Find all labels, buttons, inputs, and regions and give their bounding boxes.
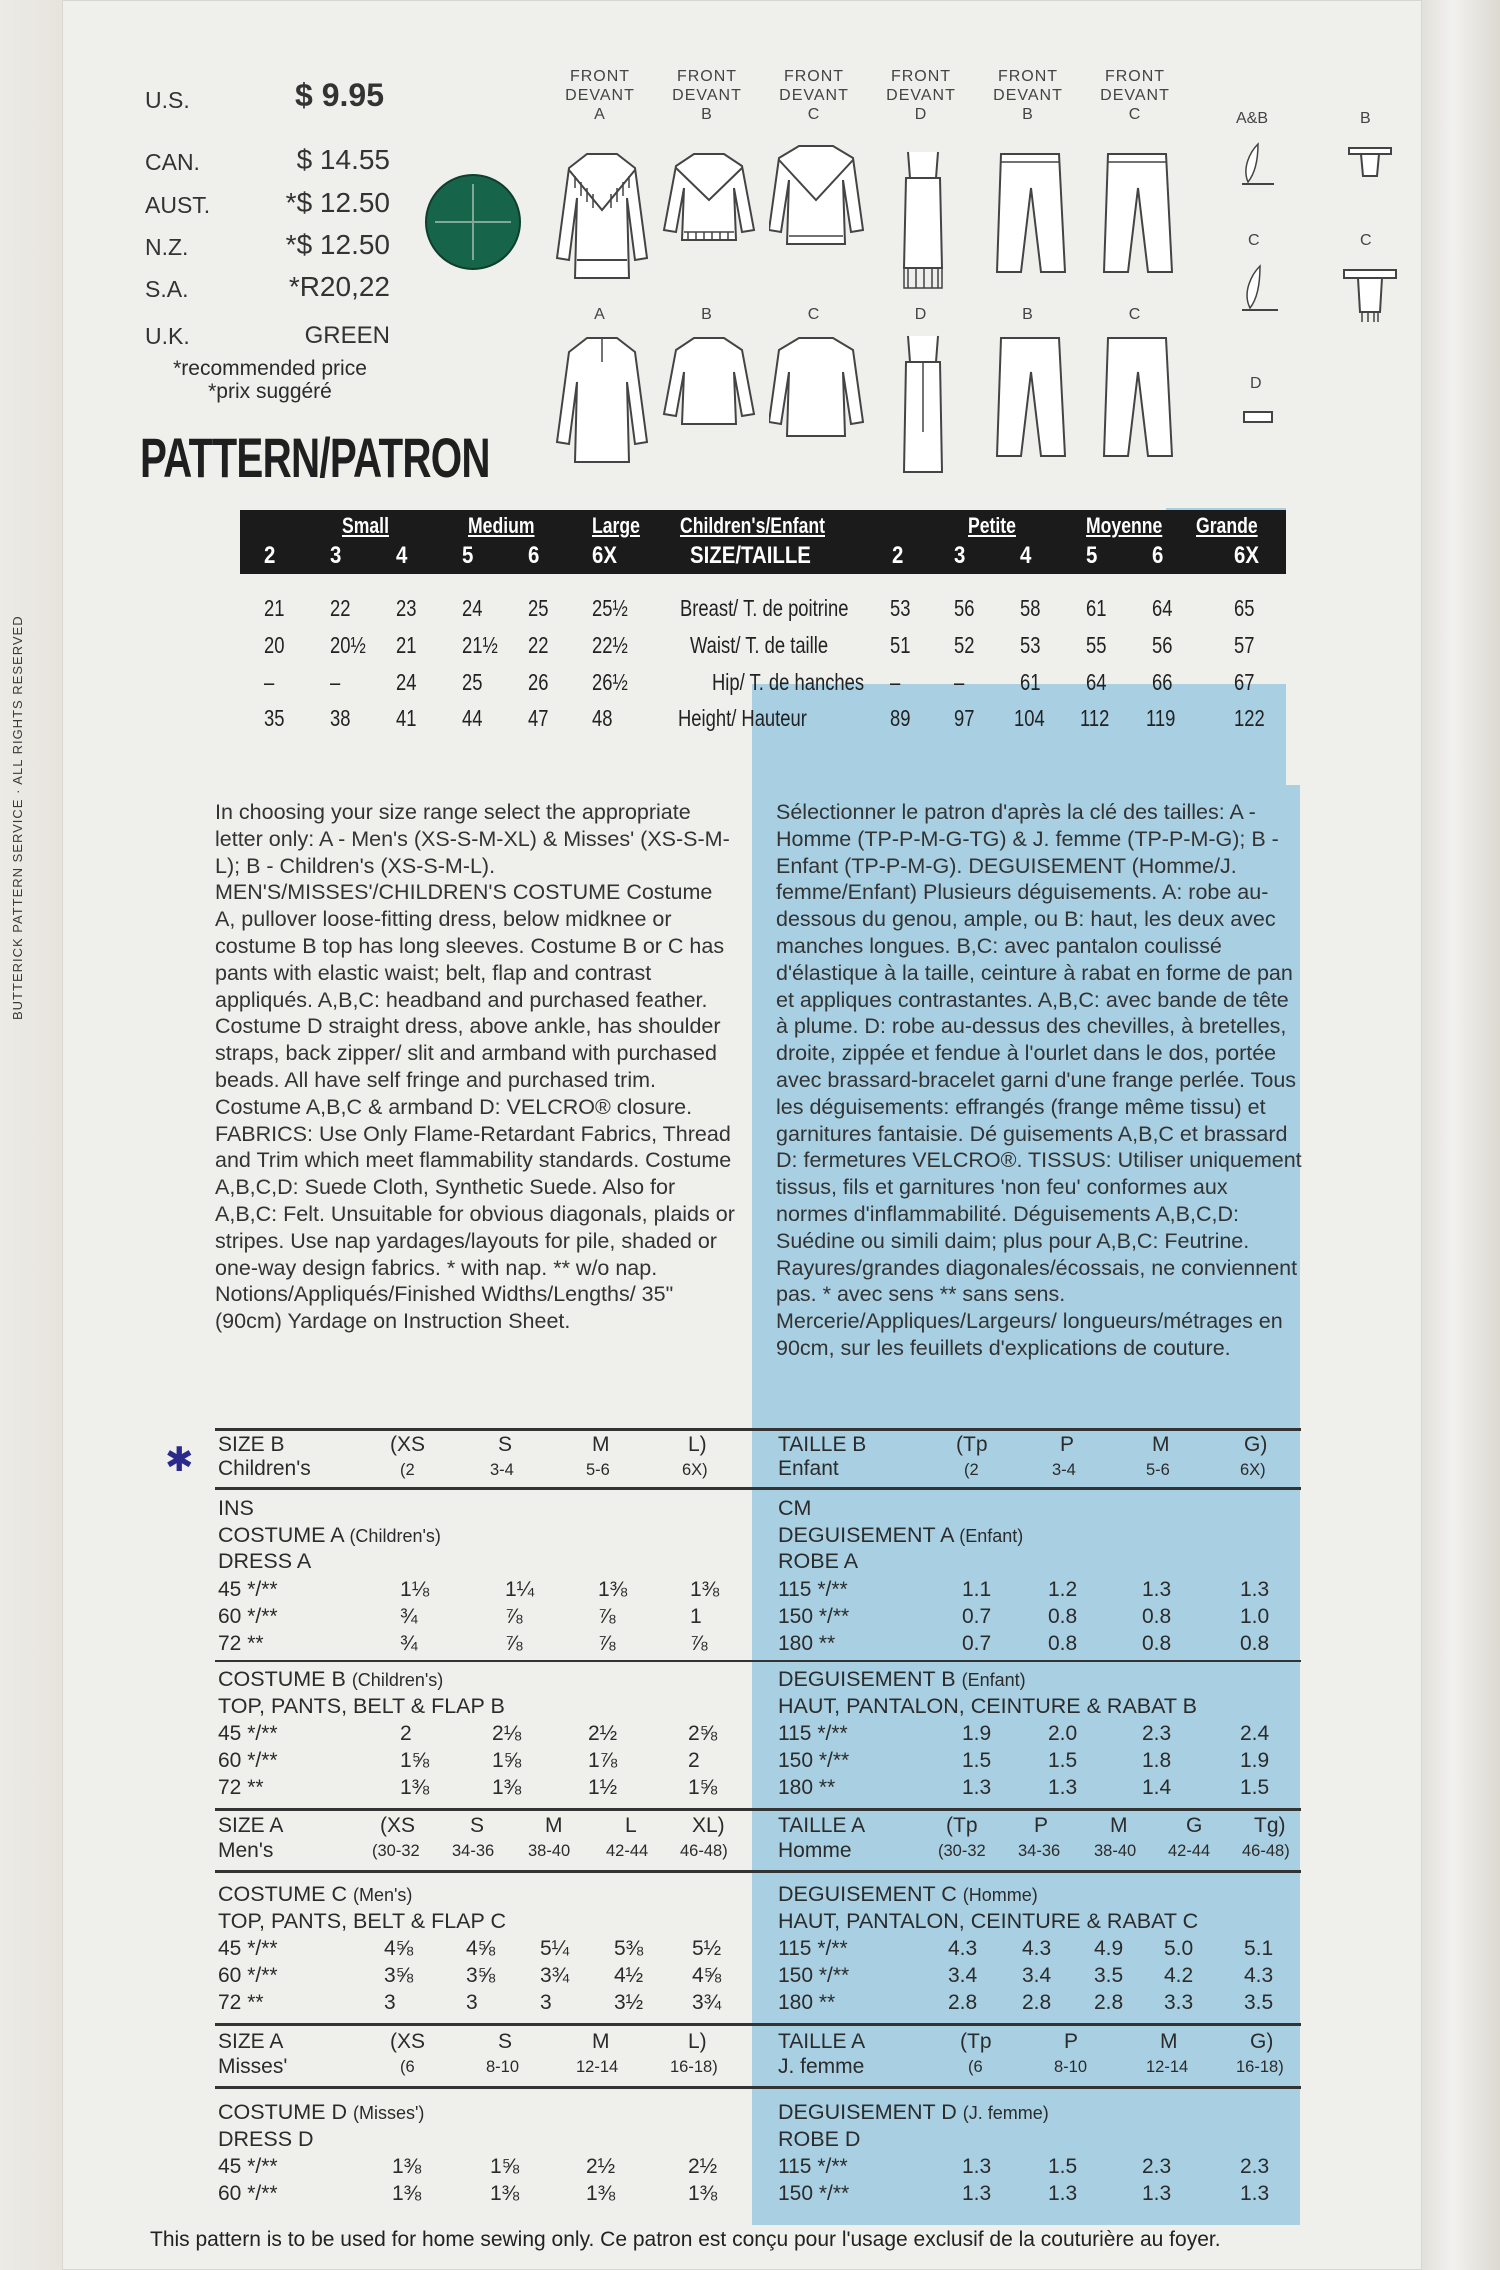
price-label: U.K. bbox=[145, 323, 190, 349]
metric-value: 0.8 bbox=[1142, 1632, 1172, 1655]
size-col: L bbox=[625, 1814, 637, 1837]
yardage-value: 1⅝ bbox=[490, 2155, 520, 2178]
metric-width-label: 115 */** bbox=[778, 1578, 848, 1601]
size-sub-col: 16-18) bbox=[1236, 2058, 1284, 2076]
yardage-value: 3⅝ bbox=[466, 1964, 496, 1987]
yardage-value: 4½ bbox=[614, 1964, 644, 1987]
metric-value: 4.9 bbox=[1094, 1937, 1124, 1960]
size-sub-col: 46-48) bbox=[680, 1842, 728, 1860]
price-value: GREEN bbox=[304, 322, 390, 349]
metric-value: 1.3 bbox=[962, 2155, 992, 2178]
size-label: SIZE A bbox=[218, 2030, 284, 2053]
page-right-edge bbox=[1422, 0, 1500, 2270]
price-row-uk bbox=[145, 314, 390, 350]
yardage-value: 3¾ bbox=[692, 1991, 722, 2014]
metric-value: 0.8 bbox=[1048, 1632, 1078, 1655]
front-view-label: FRONT DEVANT C bbox=[779, 68, 849, 123]
size-sub-col: 6X) bbox=[682, 1461, 708, 1479]
size-sub: Misses' bbox=[218, 2055, 288, 2078]
size-sub-col: (30-32 bbox=[372, 1842, 420, 1860]
size-col: M bbox=[545, 1814, 563, 1837]
size-col: M bbox=[1110, 1814, 1128, 1837]
metric-value: 2.3 bbox=[1240, 2155, 1270, 2178]
metric-value: 1.3 bbox=[1142, 2182, 1172, 2205]
costume-title: COSTUME B (Children's) bbox=[218, 1667, 444, 1691]
metric-width-label: 150 */** bbox=[778, 1605, 850, 1628]
metric-value: 1.0 bbox=[1240, 1605, 1270, 1628]
size-sub-col: (2 bbox=[400, 1461, 415, 1479]
price-label: S.A. bbox=[145, 276, 189, 302]
metric-value: 2.3 bbox=[1142, 1722, 1172, 1745]
description-french: Sélectionner le patron d'après la clé des tailles: A - Homme (TP-P-M-G-TG) & J. femme (TP-P-M-G); B - Enfant (TP-P-M-G). DEGUISEMENT (Homme/J. femme/Enfant) Plusieurs déguisements. A: robe au-dessous du genou, ample, ou B: haut, les deux avec manches longues. B,C: avec pantalon coulissé d'élastique à la taille, ceinture à rabat en forme de pan et appliques contrastantes. A,B,C: avec bande de tête à plume. D: robe au-dessus des chevilles, à bretelles, droite, zippée et fendue à l'ourlet dans le dos, portée avec brassard-bracelet garni d'une frange perlée. Tous les déguisements: effrangés (frange même tissu) et garnitures fantaisie. Dé guisements A,B,C et brassard D: fermetures VELCRO®. TISSUS: Utiliser uniquement tissus, fils et garnitures 'non feu' conformes aux normes d'inflammabilité. Déguisements A,B,C,D: Suédine ou simili daim; plus pour A,B,C: Feutrine. Rayures/grandes diagonales/écossais, ne conviennent pas. * avec sens ** sans sens. Mercerie/Appliques/Largeurs/ longueurs/métrages en 90cm, sur les feuillets d'explications de couture. bbox=[776, 800, 1302, 1360]
costume-title-fr: DEGUISEMENT C (Homme) bbox=[778, 1882, 1038, 1906]
yardage-value: 2⅝ bbox=[688, 1722, 718, 1745]
price-label: U.S. bbox=[145, 87, 190, 113]
yardage-value: ⅞ bbox=[598, 1605, 616, 1628]
copyright-side-text: BUTTERICK PATTERN SERVICE · ALL RIGHTS RESERVED bbox=[10, 615, 25, 1020]
size-col: P bbox=[1060, 1433, 1075, 1456]
size-sub: Men's bbox=[218, 1839, 274, 1862]
metric-value: 2.4 bbox=[1240, 1722, 1270, 1745]
accessory-label: C bbox=[1248, 232, 1260, 249]
accessory-label: B bbox=[1360, 110, 1371, 127]
headband-feather-c-icon bbox=[1228, 262, 1288, 317]
costume-title: COSTUME A (Children's) bbox=[218, 1523, 441, 1547]
metric-value: 0.7 bbox=[962, 1605, 992, 1628]
metric-value: 4.2 bbox=[1164, 1964, 1194, 1987]
size-sub: Children's bbox=[218, 1457, 311, 1480]
price-label: AUST. bbox=[145, 192, 211, 218]
front-view-label: FRONT DEVANT B bbox=[993, 68, 1063, 123]
metric-width-label: 180 ** bbox=[778, 1776, 836, 1799]
size-col: L) bbox=[688, 1433, 707, 1456]
costume-item-fr: HAUT, PANTALON, CEINTURE & RABAT C bbox=[778, 1909, 1199, 1933]
yardage-width-label: 45 */** bbox=[218, 1722, 278, 1745]
size-col: S bbox=[470, 1814, 485, 1837]
metric-value: 4.3 bbox=[1244, 1964, 1274, 1987]
yardage-value: 1¼ bbox=[505, 1578, 535, 1601]
size-col: G) bbox=[1250, 2030, 1274, 2053]
metric-value: 3.4 bbox=[1022, 1964, 1052, 1987]
yardage-value: 1⅞ bbox=[588, 1749, 618, 1772]
metric-width-label: 115 */** bbox=[778, 1722, 848, 1745]
size-sub-col: 16-18) bbox=[670, 2058, 718, 2076]
dress-a-back-sketch bbox=[555, 332, 650, 472]
yardage-value: 2½ bbox=[688, 2155, 718, 2178]
yardage-value: 2 bbox=[688, 1749, 700, 1772]
top-b-front-sketch bbox=[662, 148, 757, 248]
metric-value: 1.3 bbox=[1240, 2182, 1270, 2205]
accessory-label: D bbox=[1250, 375, 1262, 392]
pants-c-back-sketch bbox=[1090, 332, 1185, 462]
table-rule bbox=[215, 1487, 1301, 1490]
yardage-value: 4⅝ bbox=[692, 1964, 722, 1987]
table-rule bbox=[215, 1660, 1301, 1662]
yardage-value: 1⅜ bbox=[598, 1578, 628, 1601]
costume-title: COSTUME D (Misses') bbox=[218, 2100, 425, 2124]
metric-value: 3.4 bbox=[948, 1964, 978, 1987]
metric-value: 1.5 bbox=[1048, 2155, 1078, 2178]
size-chart-header: Small Medium Large Children's/Enfant Petite Moyenne Grande 2 3 4 5 6 6X SIZE/TAILLE 2 3 4 5 6 6X bbox=[240, 510, 1286, 574]
back-view-label: B bbox=[1022, 306, 1034, 323]
size-col: G) bbox=[1244, 1433, 1268, 1456]
belt-flap-b-icon bbox=[1345, 140, 1395, 185]
adjacent-page-edge bbox=[0, 0, 62, 2270]
yardage-width-label: 45 */** bbox=[218, 1578, 278, 1601]
yardage-value: 2½ bbox=[586, 2155, 616, 2178]
size-sub-fr: Enfant bbox=[778, 1457, 839, 1480]
uk-green-price-dot-icon bbox=[425, 174, 521, 270]
metric-value: 2.8 bbox=[1094, 1991, 1124, 2014]
price-row-can bbox=[145, 140, 390, 176]
size-col: (Tp bbox=[960, 2030, 992, 2053]
yardage-value: 1⅜ bbox=[688, 2182, 718, 2205]
metric-value: 1.3 bbox=[1240, 1578, 1270, 1601]
price-row-us bbox=[145, 78, 390, 114]
price-label: CAN. bbox=[145, 149, 200, 175]
yardage-value: 1⅜ bbox=[490, 2182, 520, 2205]
metric-value: 4.3 bbox=[1022, 1937, 1052, 1960]
size-sub-col: (6 bbox=[968, 2058, 983, 2076]
price-value: $ 14.55 bbox=[296, 144, 390, 175]
size-col: (XS bbox=[390, 1433, 426, 1456]
yardage-width-label: 60 */** bbox=[218, 1605, 278, 1628]
pants-b-front-sketch bbox=[983, 148, 1078, 278]
metric-value: 0.8 bbox=[1240, 1632, 1270, 1655]
size-sub-fr: J. femme bbox=[778, 2055, 865, 2078]
dress-d-front-sketch bbox=[876, 148, 971, 293]
metric-value: 3.5 bbox=[1094, 1964, 1124, 1987]
measurement-row: 21 22 23 24 25 25½ Breast/ T. de poitrine 53 56 58 61 64 65 bbox=[264, 595, 1255, 621]
top-c-front-sketch bbox=[769, 140, 864, 250]
back-view-label: C bbox=[807, 306, 821, 323]
size-col: P bbox=[1034, 1814, 1049, 1837]
metric-value: 1.1 bbox=[962, 1578, 992, 1601]
costume-item-fr: ROBE D bbox=[778, 2127, 861, 2151]
metric-value: 0.8 bbox=[1142, 1605, 1172, 1628]
metric-value: 1.9 bbox=[1240, 1749, 1270, 1772]
size-sub-fr: Homme bbox=[778, 1839, 852, 1862]
costume-item: DRESS D bbox=[218, 2127, 314, 2151]
yardage-value: 1⅛ bbox=[400, 1578, 430, 1601]
metric-value: 1.3 bbox=[962, 2182, 992, 2205]
yardage-width-label: 60 */** bbox=[218, 2182, 278, 2205]
metric-value: 3.5 bbox=[1244, 1991, 1274, 2014]
yardage-value: 2⅛ bbox=[492, 1722, 522, 1745]
size-sub-col: 5-6 bbox=[1146, 1461, 1170, 1479]
table-rule bbox=[215, 1428, 1301, 1431]
costume-title-fr: DEGUISEMENT A (Enfant) bbox=[778, 1523, 1024, 1547]
yardage-value: 5⅜ bbox=[614, 1937, 644, 1960]
dress-a-front-sketch bbox=[555, 148, 650, 288]
size-col: G bbox=[1186, 1814, 1203, 1837]
metric-value: 1.5 bbox=[1240, 1776, 1270, 1799]
yardage-value: 1⅝ bbox=[400, 1749, 430, 1772]
yardage-value: 3¾ bbox=[540, 1964, 570, 1987]
units-label: INS bbox=[218, 1496, 254, 1520]
yardage-width-label: 72 ** bbox=[218, 1776, 264, 1799]
size-sub-col: 34-36 bbox=[452, 1842, 495, 1860]
price-label: N.Z. bbox=[145, 234, 189, 260]
back-view-label: B bbox=[701, 306, 713, 323]
back-view-label: D bbox=[914, 306, 928, 323]
size-sub-col: 5-6 bbox=[586, 1461, 610, 1479]
description-english: In choosing your size range select the appropriate letter only: A - Men's (XS-S-M-XL) & Misses' (XS-S-M-L); B - Children's (XS-S-M-L). MEN'S/MISSES'/CHILDREN'S COSTUME Costume A, pullover loose-fitting dress, below midknee or costume B top has long sleeves. Costume B or C has pants with elastic waist; belt, flap and contrast appliqués. A,B,C: headband and purchased feather. Costume D straight dress, above ankle, has shoulder straps, back zipper/ slit and armband with purchased beads. All have self fringe and purchased trim. Costume A,B,C & armband D: VELCRO® closure. FABRICS: Use Only Flame-Retardant Fabrics, Thread and Trim which meet flammability standards. Costume A,B,C,D: Suede Cloth, Synthetic Suede. Also for A,B,C: Felt. Unsuitable for obvious diagonals, plaids or stripes. Use nap yardages/layouts for pile, shaded or one-way design fabrics. * with nap. ** w/o nap. Notions/Appliqués/Finished Widths/Lengths/ 35" (90cm) Yardage on Instruction Sheet. bbox=[215, 800, 735, 1334]
metric-value: 1.4 bbox=[1142, 1776, 1172, 1799]
size-sub-col: 8-10 bbox=[1054, 2058, 1088, 2076]
top-b-back-sketch bbox=[662, 332, 757, 432]
price-value: *R20,22 bbox=[288, 271, 390, 302]
yardage-value: 3 bbox=[466, 1991, 478, 2014]
handwritten-star-mark: ✱ bbox=[165, 1441, 194, 1479]
yardage-value: 1⅜ bbox=[586, 2182, 616, 2205]
metric-width-label: 180 ** bbox=[778, 1632, 836, 1655]
size-col: P bbox=[1064, 2030, 1079, 2053]
yardage-value: 2½ bbox=[588, 1722, 618, 1745]
costume-item-fr: HAUT, PANTALON, CEINTURE & RABAT B bbox=[778, 1694, 1197, 1718]
units-label-fr: CM bbox=[778, 1496, 812, 1520]
metric-value: 1.3 bbox=[1048, 1776, 1078, 1799]
metric-value: 1.2 bbox=[1048, 1578, 1078, 1601]
size-sub-col: 46-48) bbox=[1242, 1842, 1290, 1860]
metric-value: 1.3 bbox=[1048, 2182, 1078, 2205]
costume-item: TOP, PANTS, BELT & FLAP B bbox=[218, 1694, 505, 1718]
size-sub-col: (6 bbox=[400, 2058, 415, 2076]
size-col: M bbox=[1160, 2030, 1178, 2053]
price-row-sa bbox=[145, 267, 390, 303]
size-label: SIZE A bbox=[218, 1814, 284, 1837]
front-view-label: FRONT DEVANT C bbox=[1100, 68, 1170, 123]
yardage-width-label: 60 */** bbox=[218, 1964, 278, 1987]
size-sub-col: 34-36 bbox=[1018, 1842, 1061, 1860]
yardage-value: 3 bbox=[540, 1991, 552, 2014]
metric-width-label: 150 */** bbox=[778, 1964, 850, 1987]
yardage-value: 1⅜ bbox=[392, 2155, 422, 2178]
costume-title: COSTUME C (Men's) bbox=[218, 1882, 413, 1906]
size-label: SIZE B bbox=[218, 1433, 285, 1456]
size-sub-col: 38-40 bbox=[528, 1842, 571, 1860]
measurement-row: 35 38 41 44 47 48 Height/ Hauteur 89 97 104 112 119 122 bbox=[264, 705, 1265, 731]
size-col: XL) bbox=[692, 1814, 725, 1837]
accessory-label: C bbox=[1360, 232, 1372, 249]
price-row-nz bbox=[145, 225, 390, 261]
price-value: *$ 12.50 bbox=[285, 229, 390, 260]
back-view-label: C bbox=[1128, 306, 1142, 323]
size-sub-col: 12-14 bbox=[1146, 2058, 1189, 2076]
yardage-value: 1⅝ bbox=[492, 1749, 522, 1772]
yardage-width-label: 72 ** bbox=[218, 1991, 264, 2014]
pattern-title: PATTERN/PATRON bbox=[140, 426, 490, 489]
back-view-label: A bbox=[594, 306, 606, 323]
yardage-value: ⅞ bbox=[505, 1632, 523, 1655]
yardage-value: 5½ bbox=[692, 1937, 722, 1960]
top-c-back-sketch bbox=[769, 332, 864, 442]
size-sub-col: 8-10 bbox=[486, 2058, 520, 2076]
size-col: M bbox=[592, 1433, 610, 1456]
size-sub-col: 3-4 bbox=[490, 1461, 514, 1479]
pants-c-front-sketch bbox=[1090, 148, 1185, 278]
recommended-price-note: *recommended price *prix suggéré bbox=[173, 357, 367, 403]
dress-d-back-sketch bbox=[876, 332, 971, 477]
size-sub-col: 38-40 bbox=[1094, 1842, 1137, 1860]
measurement-row: 20 20½ 21 21½ 22 22½ Waist/ T. de taille 51 52 53 55 56 57 bbox=[264, 632, 1255, 658]
yardage-value: 1⅜ bbox=[400, 1776, 430, 1799]
yardage-value: 3 bbox=[384, 1991, 396, 2014]
size-col: (XS bbox=[380, 1814, 416, 1837]
yardage-value: 4⅝ bbox=[384, 1937, 414, 1960]
metric-value: 2.3 bbox=[1142, 2155, 1172, 2178]
size-col: (Tp bbox=[946, 1814, 978, 1837]
size-sub-col: 42-44 bbox=[606, 1842, 649, 1860]
yardage-value: 1⅜ bbox=[492, 1776, 522, 1799]
size-label-fr: TAILLE A bbox=[778, 1814, 866, 1837]
yardage-value: 4⅝ bbox=[466, 1937, 496, 1960]
yardage-value: 1 bbox=[690, 1605, 702, 1628]
accessory-label: A&B bbox=[1236, 110, 1269, 127]
size-col: S bbox=[498, 1433, 513, 1456]
yardage-width-label: 45 */** bbox=[218, 2155, 278, 2178]
yardage-value: 3½ bbox=[614, 1991, 644, 2014]
costume-title-fr: DEGUISEMENT B (Enfant) bbox=[778, 1667, 1026, 1691]
metric-value: 3.3 bbox=[1164, 1991, 1194, 2014]
yardage-width-label: 60 */** bbox=[218, 1749, 278, 1772]
armband-d-icon bbox=[1240, 408, 1280, 428]
yardage-value: 2 bbox=[400, 1722, 412, 1745]
metric-value: 1.5 bbox=[962, 1749, 992, 1772]
yardage-value: 3⅝ bbox=[384, 1964, 414, 1987]
front-view-label: FRONT DEVANT B bbox=[672, 68, 742, 123]
metric-value: 5.1 bbox=[1244, 1937, 1274, 1960]
table-rule bbox=[215, 1808, 1301, 1811]
yardage-value: 5¼ bbox=[540, 1937, 570, 1960]
size-sub-col: 12-14 bbox=[576, 2058, 619, 2076]
size-col: Tg) bbox=[1254, 1814, 1286, 1837]
price-value: *$ 12.50 bbox=[285, 187, 390, 218]
metric-width-label: 150 */** bbox=[778, 2182, 850, 2205]
yardage-value: ⅞ bbox=[690, 1632, 708, 1655]
metric-value: 1.9 bbox=[962, 1722, 992, 1745]
measurement-row: – – 24 25 26 26½ Hip/ T. de hanches – – 61 64 66 67 bbox=[264, 669, 1255, 695]
size-sub-col: 6X) bbox=[1240, 1461, 1266, 1479]
price-value: $ 9.95 bbox=[295, 77, 384, 113]
home-sewing-footer: This pattern is to be used for home sewing only. Ce patron est conçu pour l'usage exclusif de la couturière au foyer. bbox=[150, 2228, 1221, 2251]
costume-title-fr: DEGUISEMENT D (J. femme) bbox=[778, 2100, 1049, 2124]
metric-width-label: 180 ** bbox=[778, 1991, 836, 2014]
metric-width-label: 115 */** bbox=[778, 2155, 848, 2178]
size-label-fr: TAILLE B bbox=[778, 1433, 867, 1456]
table-rule bbox=[215, 1870, 1301, 1873]
size-label-fr: TAILLE A bbox=[778, 2030, 866, 2053]
price-row-aust bbox=[145, 183, 390, 219]
yardage-value: ⅞ bbox=[598, 1632, 616, 1655]
belt-flap-c-icon bbox=[1340, 262, 1400, 327]
size-col: (Tp bbox=[956, 1433, 988, 1456]
metric-value: 0.7 bbox=[962, 1632, 992, 1655]
metric-value: 1.8 bbox=[1142, 1749, 1172, 1772]
headband-feather-icon bbox=[1228, 140, 1288, 190]
front-view-label: FRONT DEVANT A bbox=[565, 68, 635, 123]
yardage-value: 1⅝ bbox=[688, 1776, 718, 1799]
size-col: L) bbox=[688, 2030, 707, 2053]
size-sub-col: 42-44 bbox=[1168, 1842, 1211, 1860]
yardage-value: ⅞ bbox=[505, 1605, 523, 1628]
metric-value: 1.3 bbox=[1142, 1578, 1172, 1601]
metric-value: 1.3 bbox=[962, 1776, 992, 1799]
metric-value: 5.0 bbox=[1164, 1937, 1194, 1960]
yardage-width-label: 45 */** bbox=[218, 1937, 278, 1960]
yardage-value: 1½ bbox=[588, 1776, 618, 1799]
pants-b-back-sketch bbox=[983, 332, 1078, 462]
yardage-width-label: 72 ** bbox=[218, 1632, 264, 1655]
size-col: (XS bbox=[390, 2030, 426, 2053]
metric-value: 0.8 bbox=[1048, 1605, 1078, 1628]
yardage-value: ¾ bbox=[400, 1605, 418, 1628]
table-rule bbox=[215, 2023, 1301, 2026]
size-sub-col: (30-32 bbox=[938, 1842, 986, 1860]
costume-item: DRESS A bbox=[218, 1549, 312, 1573]
yardage-value: 1⅜ bbox=[690, 1578, 720, 1601]
front-view-label: FRONT DEVANT D bbox=[886, 68, 956, 123]
yardage-value: 1⅜ bbox=[392, 2182, 422, 2205]
table-rule bbox=[215, 2086, 1301, 2089]
size-col: S bbox=[498, 2030, 513, 2053]
costume-item: TOP, PANTS, BELT & FLAP C bbox=[218, 1909, 506, 1933]
size-sub-col: 3-4 bbox=[1052, 1461, 1076, 1479]
metric-width-label: 150 */** bbox=[778, 1749, 850, 1772]
costume-item-fr: ROBE A bbox=[778, 1549, 859, 1573]
metric-value: 2.8 bbox=[1022, 1991, 1052, 2014]
metric-value: 4.3 bbox=[948, 1937, 978, 1960]
yardage-value: ¾ bbox=[400, 1632, 418, 1655]
size-sub-col: (2 bbox=[964, 1461, 979, 1479]
size-col: M bbox=[592, 2030, 610, 2053]
metric-width-label: 115 */** bbox=[778, 1937, 848, 1960]
metric-value: 1.5 bbox=[1048, 1749, 1078, 1772]
metric-value: 2.8 bbox=[948, 1991, 978, 2014]
size-col: M bbox=[1152, 1433, 1170, 1456]
metric-value: 2.0 bbox=[1048, 1722, 1078, 1745]
